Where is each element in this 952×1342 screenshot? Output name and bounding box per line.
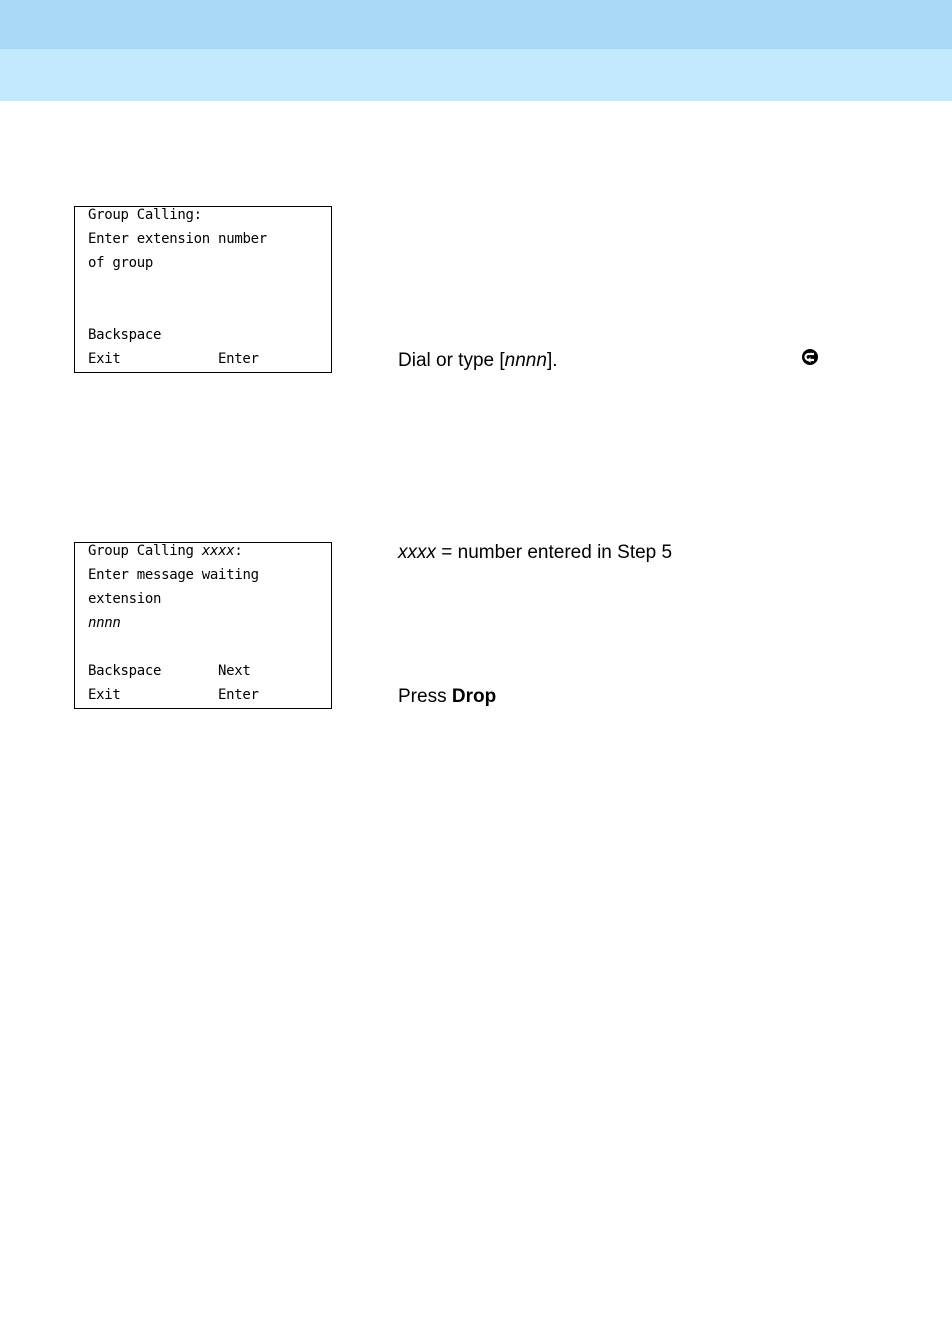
screen-line-entry: nnnn xyxy=(88,615,121,631)
screen-line-title: Group Calling: xyxy=(88,207,202,223)
screen-title-suffix: : xyxy=(234,543,243,559)
screen-title-prefix: Group Calling xyxy=(88,543,202,559)
screen-softkey-next[interactable]: Next xyxy=(218,663,251,679)
dial-instruction xyxy=(398,349,558,373)
press-drop-instruction xyxy=(398,685,496,709)
screen-line-prompt-cont: of group xyxy=(88,255,154,271)
header-band-bottom xyxy=(0,49,952,101)
display-screen-message-waiting xyxy=(74,542,332,709)
variable-note-text: = number entered in Step 5 xyxy=(436,542,673,563)
screen-softkey-exit[interactable]: Exit xyxy=(88,687,121,703)
variable-note-var: xxxx xyxy=(398,542,436,563)
screen-line-prompt: Enter message waiting xyxy=(88,567,259,583)
screen-line-prompt-cont: extension xyxy=(88,591,162,607)
dial-instruction-prefix: Dial or type [ xyxy=(398,350,505,371)
screen-softkey-backspace[interactable]: Backspace xyxy=(88,327,162,343)
press-prefix: Press xyxy=(398,686,452,707)
screen-line-title xyxy=(88,541,242,561)
screen-softkey-exit[interactable]: Exit xyxy=(88,351,121,367)
display-screen-group-calling xyxy=(74,206,332,373)
screen-softkey-enter[interactable]: Enter xyxy=(218,351,259,367)
screen-line-prompt: Enter extension number xyxy=(88,231,267,247)
variable-note xyxy=(398,541,672,565)
screen-title-variable: xxxx xyxy=(201,543,235,559)
dial-instruction-variable: nnnn xyxy=(504,350,547,371)
screen-softkey-enter[interactable]: Enter xyxy=(218,687,259,703)
drop-key-label: Drop xyxy=(451,686,497,707)
screen-softkey-backspace[interactable]: Backspace xyxy=(88,663,162,679)
dial-instruction-suffix: ]. xyxy=(546,350,558,371)
header-band-top xyxy=(0,0,952,49)
return-icon xyxy=(801,348,819,366)
